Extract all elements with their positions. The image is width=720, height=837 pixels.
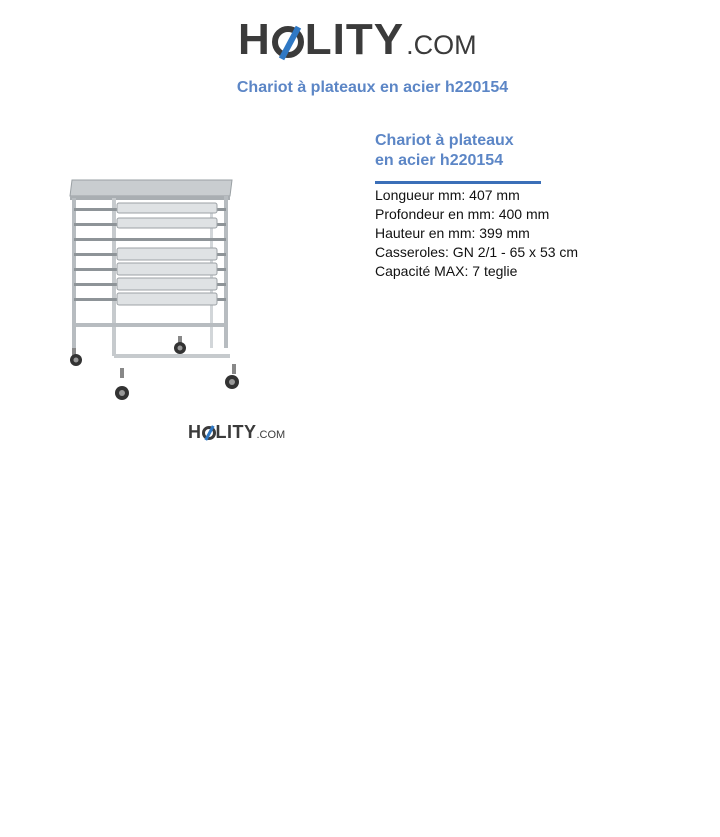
page-title: Chariot à plateaux en acier h220154 xyxy=(236,79,509,96)
holity-logo[interactable] xyxy=(238,10,477,70)
spec-capacity: Capacité MAX: 7 teglie xyxy=(375,263,518,279)
logo-o-icon xyxy=(272,26,304,58)
product-heading-line2: en acier h220154 xyxy=(375,152,504,169)
product-heading xyxy=(375,131,575,171)
logo-brand-h: H xyxy=(238,15,271,64)
spec-height: Hauteur en mm: 399 mm xyxy=(375,225,530,241)
spec-list xyxy=(375,186,578,281)
logo-small-brand-rest: LITY xyxy=(215,422,257,442)
spec-length: Longueur mm: 407 mm xyxy=(375,187,520,203)
product-heading-line1: Chariot à plateaux xyxy=(375,132,514,149)
product-image xyxy=(62,168,252,408)
logo-small-brand-h: H xyxy=(188,422,202,442)
holity-logo-small xyxy=(188,420,285,444)
spec-depth: Profondeur en mm: 400 mm xyxy=(375,206,550,222)
logo-small-o-icon xyxy=(202,426,216,440)
logo-small-tld: .COM xyxy=(256,429,286,441)
spec-pans: Casseroles: GN 2/1 - 65 x 53 cm xyxy=(375,244,579,260)
logo-tld: .COM xyxy=(406,30,477,60)
logo-brand-rest: LITY xyxy=(304,15,405,64)
heading-divider xyxy=(375,181,541,184)
